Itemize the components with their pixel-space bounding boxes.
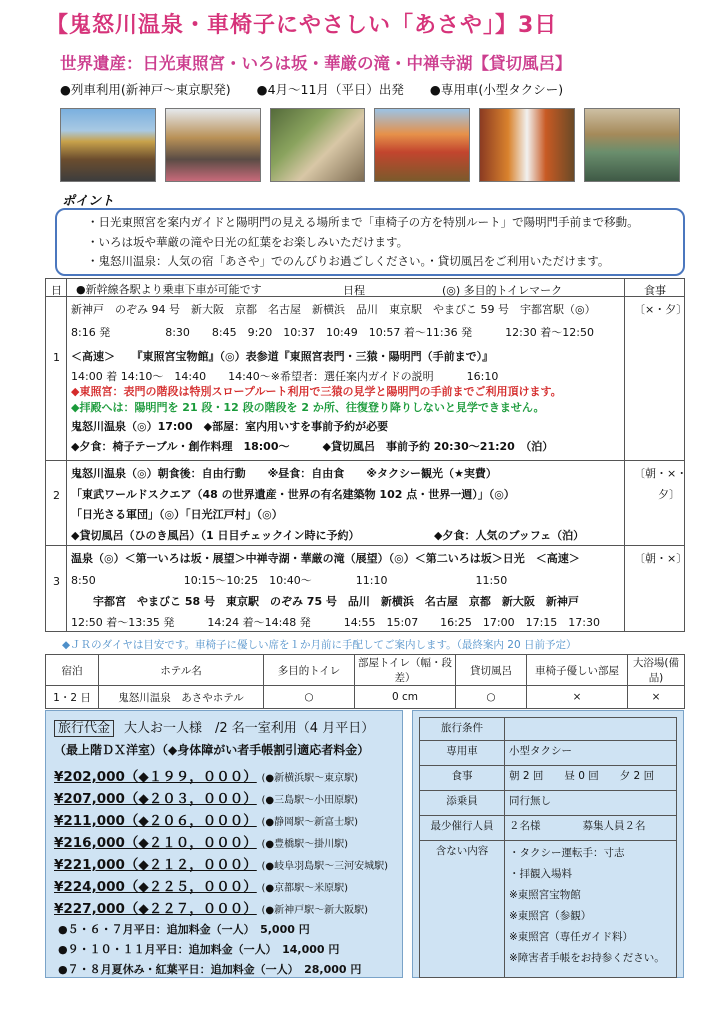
- header-note: ●新幹線各駅より乗車下車が可能です: [76, 283, 262, 296]
- price-value: ¥221,000（◆２１２，０００）: [54, 857, 257, 873]
- day1-number: 1: [53, 351, 60, 364]
- page-subtitle: 世界遺産：日光東照宮・いろは坂・華厳の滝・中禅寺湖【貸切風呂】: [60, 54, 572, 73]
- page-title: 【鬼怒川温泉・車椅子にやさしい「あさや」】3日: [46, 13, 558, 38]
- header-meal: 食事: [644, 284, 666, 297]
- extra-fee: ●５・６・７月平日：追加料金（一人） 5,000 円: [58, 923, 310, 936]
- point-item: ・鬼怒川温泉：人気の宿「あさや」でのんびりお過ごしください。・貸切風呂をご利用いただけます。: [87, 254, 610, 268]
- excluded-item: ・拝観入場料: [509, 868, 572, 880]
- hotel-cell: 0 cm: [355, 686, 456, 709]
- hotel-header-row: [46, 655, 685, 686]
- hotel-header-cell: ホテル名: [99, 655, 264, 686]
- day1-haiden-note: ◆拝殿へは：陽明門を 21 段・12 段の階段を 2 か所、往復登り降りしないと見学できません。: [71, 401, 545, 414]
- price-row: [54, 787, 358, 807]
- header-schedule: 日程: [343, 284, 365, 297]
- day1-toshogu-note: ◆東照宮：表門の階段は特別スロープルート利用で三猿の見学と陽明門の手前までご利用頂けます。: [71, 385, 562, 398]
- excluded-label: 含ない内容: [420, 841, 505, 978]
- condition-key: 最少催行人員: [420, 816, 505, 841]
- hotel-table: [45, 654, 685, 709]
- excluded-item: ※東照宮（参観）: [509, 910, 592, 922]
- price-box: [45, 710, 403, 978]
- condition-value: ２名様 募集人員２名: [505, 816, 677, 841]
- price-area: (●三島駅～小田原駅): [261, 795, 358, 806]
- day1-sight-times: 14:00 着 14:10～ 14:40 14:40～※希望者：選任案内ガイドの説明 16:10: [71, 370, 499, 383]
- day1-dinner: ◆夕食：椅子テーブル・創作料理 18:00～ ◆貸切風呂 事前予約 20:30～21:20 （泊）: [71, 440, 554, 453]
- extra-fee: ●９・１０・１１月平日：追加料金（一人） 14,000 円: [58, 943, 340, 956]
- day1-meal: 〔×・夕〕: [634, 303, 688, 316]
- day2-bath: ◆貸切風呂（ひのき風呂）（1 日目チェックイン時に予約）: [71, 529, 360, 542]
- hotel-header-cell: 大浴場(備品): [628, 655, 685, 686]
- day1-sights: ＜高速＞ 『東照宮宝物館』（◎）表参道『東照宮表門・三猿・陽明門（手前まで）』: [71, 350, 494, 363]
- points-heading: ポイント: [62, 194, 115, 209]
- day2-parks: 「日光さる軍団」（◎）「日光江戸村」（◎）: [71, 508, 283, 521]
- condition-key: 食事: [420, 766, 505, 791]
- excluded-list: [505, 841, 677, 978]
- hotel-cell: ○: [456, 686, 527, 709]
- price-row: [54, 831, 348, 851]
- hotel-header-cell: 部屋トイレ（幅・段差）: [355, 655, 456, 686]
- tag-train: ●列車利用(新神戸～東京駅発): [60, 82, 231, 97]
- hotel-cell: ○: [264, 686, 355, 709]
- excluded-item: ※東照宮宝物館: [509, 889, 581, 901]
- header-toilet: (◎) 多目的トイレマーク: [442, 284, 563, 297]
- price-value: ¥224,000（◆２２５，０００）: [54, 879, 257, 895]
- price-value: ¥211,000（◆２０６，０００）: [54, 813, 257, 829]
- price-area: (●新横浜駅～東京駅): [261, 773, 358, 784]
- price-label: 旅行代金: [54, 720, 114, 737]
- excluded-item: ※東照宮（専任ガイド料）: [509, 931, 633, 943]
- excluded-item: ・タクシー運転手：寸志: [509, 847, 625, 859]
- day2-morning: 鬼怒川温泉（◎）朝食後：自由行動 ※昼食：自由食 ※タクシー観光（★実費）: [71, 467, 497, 480]
- photo-strip: [60, 108, 680, 186]
- price-area: (●岐阜羽島駅～三河安城駅): [261, 861, 388, 872]
- day1-route: 新神戸 のぞみ 94 号 新大阪 京都 名古屋 新横浜 品川 東京駅 やまびこ 59 号 宇都宮駅（◎）: [71, 303, 596, 316]
- photo-private-bath: [584, 108, 680, 182]
- price-value: ¥216,000（◆２１０，０００）: [54, 835, 257, 851]
- day3-meal: 〔朝・×〕: [634, 552, 688, 565]
- hotel-header-cell: 貸切風呂: [456, 655, 527, 686]
- conditions-box: [412, 710, 684, 978]
- hotel-cell: ×: [527, 686, 628, 709]
- photo-kegon-falls: [479, 108, 575, 182]
- point-item: ・日光東照宮を案内ガイドと陽明門の見える場所まで「車椅子の方を特別ルート」で陽明門手前まで移動。: [87, 215, 639, 229]
- tag-taxi: ●専用車(小型タクシー): [429, 82, 564, 97]
- price-row: [54, 765, 358, 785]
- condition-key: 専用車: [420, 741, 505, 766]
- photo-visitors: [165, 108, 261, 182]
- price-row: [54, 809, 358, 829]
- price-row: [54, 875, 348, 895]
- conditions-table: [419, 717, 677, 978]
- day3-times: 8:50 10:15～10:25 10:40～ 11:10 11:50: [71, 574, 508, 587]
- condition-value: 朝 2 回 昼 0 回 夕 2 回: [505, 766, 677, 791]
- price-area: (●静岡駅～新富士駅): [261, 817, 358, 828]
- hotel-header-cell: 宿泊: [46, 655, 99, 686]
- day2-meal: 〔朝・×・: [634, 467, 688, 480]
- price-subheading: （最上階ＤＸ洋室）（◆身体障がい者手帳割引適応者料金）: [54, 743, 370, 757]
- hotel-cell: ×: [628, 686, 685, 709]
- day1-hotel: 鬼怒川温泉（◎）17:00 ◆部屋：室内用いすを事前予約が必要: [71, 420, 389, 433]
- price-title: [54, 717, 374, 736]
- photo-toshogu-gate: [60, 108, 156, 182]
- price-value: ¥227,000（◆２２７，０００）: [54, 901, 257, 917]
- tour-tags: [60, 80, 585, 98]
- day3-return-route: 宇都宮 やまびこ 58 号 東京駅 のぞみ 75 号 品川 新横浜 名古屋 京都 新大阪 新神戸: [71, 595, 579, 608]
- extra-fee: ●７・８月夏休み・紅葉平日：追加料金（一人） 28,000 円: [58, 963, 362, 976]
- schedule-table: [45, 278, 688, 632]
- price-area: (●京都駅～米原駅): [261, 883, 348, 894]
- tag-season: ●4月～11月（平日）出発: [256, 82, 404, 97]
- hotel-cell: 1・2 日: [46, 686, 99, 709]
- day3-route: 温泉（◎）＜第一いろは坂・展望＞中禅寺湖・華厳の滝（展望）（◎）＜第二いろは坂＞日光 ＜高速＞: [71, 552, 580, 565]
- header-day: 日: [51, 284, 62, 297]
- day1-times: 8:16 発 8:30 8:45 9:20 10:37 10:49 10:57 着～11:36 発 12:30 着～12:50: [71, 326, 594, 339]
- price-row: [54, 853, 388, 873]
- price-value: ¥202,000（◆１９９，０００）: [54, 769, 257, 785]
- price-heading: 大人お一人様 /2 名一室利用（4 月平日）: [124, 721, 375, 736]
- day2-world-square: 「東武ワールドスクエア（48 の世界遺産・世界の有名建築物 102 点・世界一週）」（◎）: [71, 488, 515, 501]
- hotel-row: [46, 686, 685, 709]
- day3-return-times: 12:50 着～13:35 発 14:24 着～14:48 発 14:55 15:07 16:25 17:00 17:15 17:30: [71, 616, 600, 629]
- excluded-item: ※障害者手帳をお持参ください。: [509, 952, 665, 964]
- price-row: [54, 897, 368, 917]
- day2-dinner: ◆夕食：人気のブッフェ（泊）: [434, 529, 585, 542]
- condition-value: 小型タクシー: [505, 741, 677, 766]
- points-box: [55, 208, 685, 276]
- condition-value: 同行無し: [505, 791, 677, 816]
- day3-number: 3: [53, 575, 60, 588]
- price-value: ¥207,000（◆２０３，０００）: [54, 791, 257, 807]
- hotel-header-cell: 多目的トイレ: [264, 655, 355, 686]
- hotel-cell: 鬼怒川温泉 あさやホテル: [99, 686, 264, 709]
- conditions-label: 旅行条件: [420, 718, 505, 741]
- photo-irohazaka: [270, 108, 366, 182]
- hotel-header-cell: 車椅子優しい部屋: [527, 655, 628, 686]
- jr-note: ◆ＪＲのダイヤは目安です。車椅子に優しい席を１か月前に手配してご案内します。（最終案内 20 日前予定）: [62, 639, 577, 651]
- point-item: ・いろは坂や華厳の滝や日光の紅葉をお楽しみいただけます。: [87, 234, 409, 249]
- photo-autumn-lake: [374, 108, 470, 182]
- price-area: (●豊橋駅～掛川駅): [261, 839, 348, 850]
- day2-number: 2: [53, 489, 60, 502]
- condition-key: 添乗員: [420, 791, 505, 816]
- price-area: (●新神戸駅～新大阪駅): [261, 905, 368, 916]
- day2-meal-dinner: 夕〕: [658, 488, 680, 501]
